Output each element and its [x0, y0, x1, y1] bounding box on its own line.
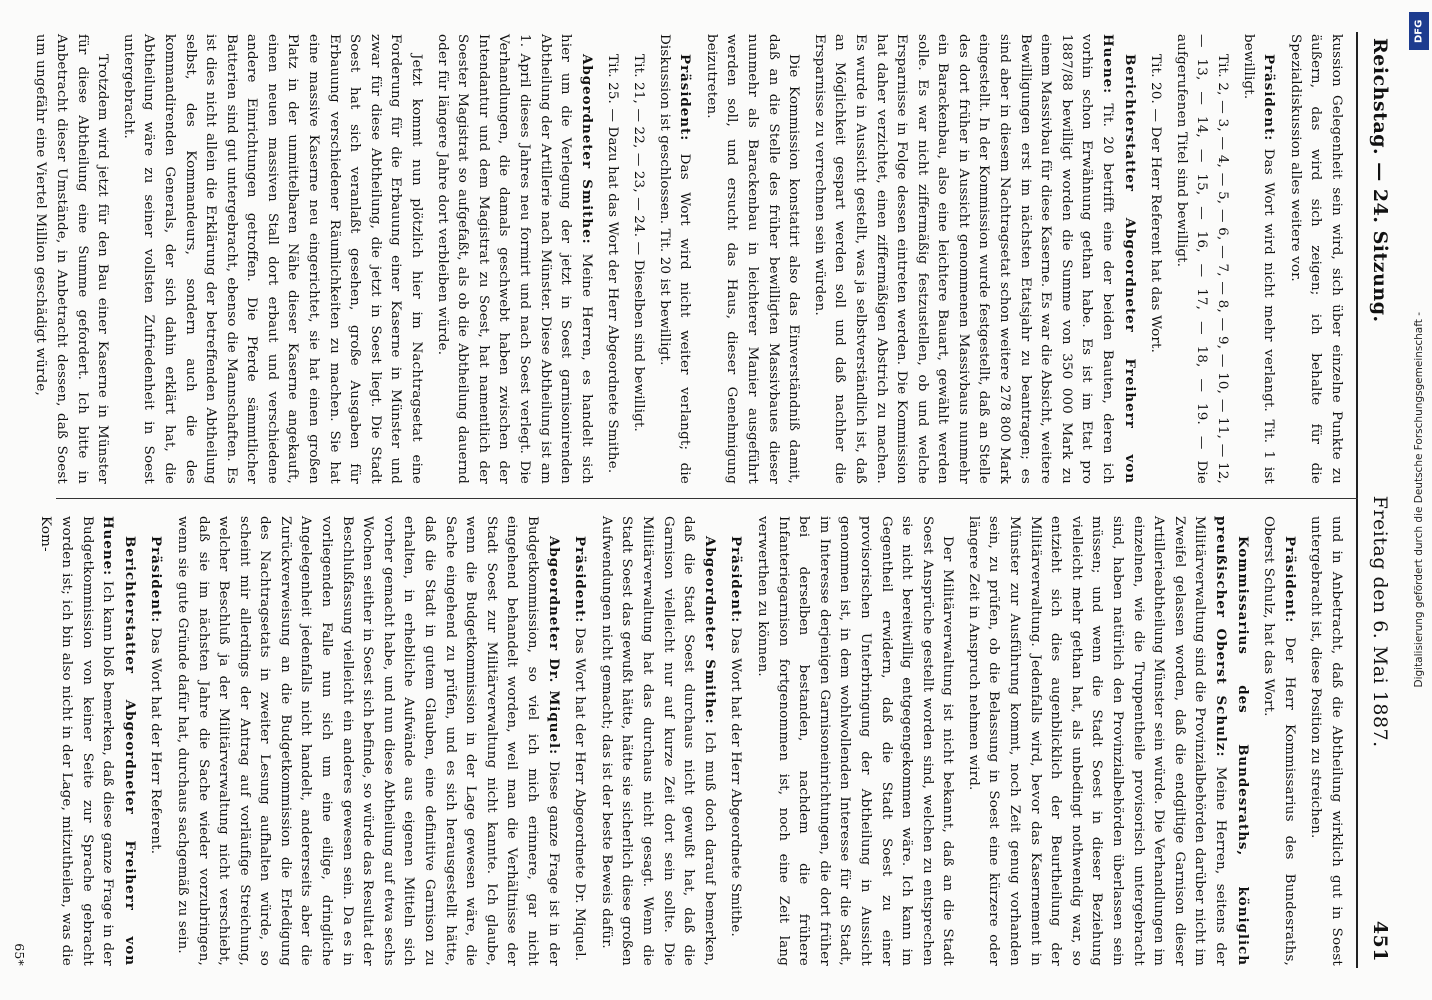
paragraph: [627, 34, 648, 484]
paragraph: [171, 516, 563, 966]
speaker-name: Präsident:: [1261, 54, 1278, 142]
paragraph-text: Der Militärverwaltung ist nicht bekannt, daß an die Stadt Soest Ansprüche gestellt worden sind, welchen zu entsprechen sie nicht bereitwillig entgegengekommen wäre. Ich kann im Gegentheil erwidern, daß die Stadt Soest zu einer provisorischen Unterbringung der Abtheilung in Aussicht genommen ist, in dem wohlwollenden Interesse für die Stadt, im Interesse derjenigen Garnisoneinrichtungen, die dort früher bei derselben bestanden, nachdem die frühere Infanteriegarnison fortgenommen ist, noch eine Zeit lang verwerthen zu können.: [754, 516, 956, 966]
dfg-sidebar: [1406, 0, 1432, 1000]
paragraph: [595, 516, 720, 966]
paragraph-text: Ich kann bloß bemerken, daß diese ganze Frage in der Budgetkommission von keiner Seite zur Sprache gebracht worden ist; ich bin also nicht in der Lage, mitzutheilen, was die Kom-: [38, 516, 116, 966]
paragraph: [700, 34, 803, 484]
paragraph: [1237, 34, 1279, 484]
paragraph-text: und in Anbetracht, daß die Abtheilung wirklich gut in Soest untergebracht ist, diese Position zu streichen.: [1308, 516, 1344, 966]
document-page: [11, 20, 1412, 980]
paragraph-text: Das Wort hat der Herr Abgeordnete Smithe.: [728, 627, 744, 937]
paragraph-text: Meine Herren, seitens der Militärverwaltung sind die Provinzialbehörden darüber nicht im Zweifel gelassen worden, daß die endgiltige Garnison dieser Artillerieabtheilung Münster sein würde. Die Verhandlungen im einzelnen, wie die Truppentheile provisorisch untergebracht sind, haben natürlich den Provinzialbehörden überlassen sein müssen; und wenn die Stadt Soest in dieser Beziehung vielleicht mehr gethan hat, als unbedingt nothwendig war, so entzieht sich dies augenblicklich der Beurtheilung der Militärverwaltung. Jedenfalls wird, bevor das Kasernement in Münster zur Ausführung kommt, noch Zeit genug vorhanden sein, zu prüfen, ob die Belassung in Soest eine kürzere oder längere Zeit in Anspruch nehmen wird.: [965, 516, 1229, 966]
page-header: [1362, 38, 1398, 962]
dfg-note: Digitalisierung gefördert durch die Deutsche Forschungsgemeinschaft -: [1413, 312, 1425, 688]
paragraph-text: Der Herr Kommissarius des Bundesraths, Oberst Schulz, hat das Wort.: [1261, 516, 1297, 966]
paragraph: [725, 516, 747, 966]
paragraph-text: Das Wort hat der Herr Referent.: [148, 627, 164, 855]
paragraph: [569, 516, 591, 966]
speaker-name: Abgeordneter Smithe:: [578, 54, 595, 245]
paragraph: [808, 34, 1140, 484]
page-number: 451: [1369, 920, 1391, 962]
speaker-name: Präsident:: [728, 536, 745, 624]
speaker-name: Berichterstatter Abgeordneter Freiherr von Huene:: [1100, 34, 1138, 484]
paragraph: [962, 516, 1252, 966]
speaker-name: Kommissarius des Bundesraths, königlich preußischer Oberst Schulz:: [1213, 516, 1251, 966]
paragraph: [431, 34, 597, 484]
paragraph-text: Diese ganze Frage ist in der Budgetkommission, so viel ich mich erinnere, gar nicht eingehend behandelt worden, weil man die Verhältnisse der Stadt Soest zur Militärverwaltung nicht kannte. Ich glaube, wenn die Budgetkommission in der Lage gewesen wäre, die Sache eingehend zu prüfen, und es sich herausgestellt hätte, daß die Stadt in gutem Glauben, eine definitive Garnison zu erhalten, in erhebliche Aufwände aus eigenen Mitteln sich vorher gemacht habe, und nun diese Abtheilung auf etwa sechs Wochen seither in Soest sich befinde, so würde das Resultat der Beschlußfassung vielleicht ein anderes gewesen sein. Da es in vorliegenden Falle nun sich um eine eilige, dringliche Angelegenheit jedenfalls nicht handelt, andererseits aber die Zurückverweisung an die Budgetkommission die Erledigung des Nachtragsetats in zweiter Lesung aufhalten würde, so scheint mir allerdings der Antrag auf vorläufige Streichung, welcher Beschluß ja der Militärverwaltung nicht verschiebt, daß sie im nächsten Jahre die Sache wieder vorzubringen, wenn sie gute Gründe dafür hat, durchaus sachgemäß zu sein.: [174, 516, 561, 966]
paragraph-text: Das Wort wird nicht weiter verlangt; die Diskussion ist geschlossen. Tit. 20 ist bewilligt.: [656, 34, 693, 484]
paragraph-text: kussion Gelegenheit sein wird, sich über einzelne Punkte zu äußern, das wird sich zeigen; ich behalte für die Spezialdiskussion alles weitere vor.: [1287, 34, 1344, 484]
speaker-name: Präsident:: [1281, 536, 1298, 624]
paragraph: [1145, 34, 1166, 484]
paragraph-text: Tit. 21, — 22, — 23, — 24. — Dieselben sind bewilligt.: [631, 54, 646, 433]
paragraph: [117, 34, 426, 484]
column-divider: [56, 498, 1358, 499]
left-column: [25, 34, 1346, 484]
paragraph: [1170, 34, 1232, 484]
paragraph-text: Tit. 20 betrifft eine der beiden Bauten, deren ich vorhin schon Erwähnung gethan habe. Es ist im Etat pro 1887/88 bewilligt worden die Summe von 350 000 Mark zu einem Massivbau für diese Kaserne. Es war die Absicht, weitere Bewilligungen erst im nächsten Etatsjahr zu beantragen; es sind aber in diesem Nachtragsetat schon weitere 278 800 Mark eingestellt. In der Kommission wurde festgestellt, daß an Stelle des dort früher in Aussicht genommenen Massivbaus nunmehr ein Barackenbau, also eine leichtere Bauart, gewählt werden solle. Es war nicht ziffermäßig festzustellen, ob und welche Ersparnisse in Folge dessen eintreten werden. Die Kommission hat daher verzichtet, einen ziffermäßigen Abstrich zu machen. Es wurde in Aussicht gestellt, was ja selbstverständlich ist, daß an Möglichkeit gespart werden soll und daß nachher die Ersparnisse zu verrechnen sein würden.: [811, 34, 1116, 484]
paragraph-text: Jetzt kommt nun plötzlich hier im Nachtragsetat eine Forderung für die Erbauung einer Kaserne in Münster und zwar für diese Abtheilung, die jetzt in Soest liegt. Die Stadt Soest hat sich veranlaßt gesehen, große Ausgaben für Erbauung verschiedener Räumlichkeiten zu machen. Sie hat eine massive Kaserne neu eingerichtet, sie hat einen großen Platz in der unmittelbaren Nähe dieser Kaserne angekauft, einen neuen massiven Stall dort erbaut und verschiedene andere Einrichtungen getroffen. Die Pferde sämmtlicher Batterien sind gut untergebracht, ebenso die Mannschaften. Es ist dies nicht allein die Erklärung der betreffenden Abtheilung selbst, des Kommandeurs, sondern auch die des kommandirenden Generals, der sich dahin erklärt hat, die Abtheilung wäre zu seiner vollsten Zufriedenheit in Soest untergebracht.: [120, 34, 425, 484]
paragraph: [1305, 516, 1346, 966]
paragraph: [602, 34, 623, 484]
paragraph: [145, 516, 167, 966]
dfg-logo: DFG: [1409, 12, 1429, 50]
paragraph-text: Tit. 20. — Der Herr Referent hat das Wort.: [1148, 54, 1164, 354]
header-rule: [1356, 32, 1358, 968]
header-session: Reichstag. — 24. Sitzung.: [1369, 38, 1391, 323]
paragraph: [1284, 34, 1346, 484]
paragraph-text: Das Wort wird nicht mehr verlangt. Tit. 1 ist bewilligt.: [1240, 34, 1277, 484]
right-column: [8, 516, 1346, 966]
signature-mark: 65*: [11, 943, 27, 966]
paragraph-text: Ich muß doch darauf bemerken, daß die Stadt Soest durchaus nicht gewußt hat, daß die Garnison vielleicht nur auf kurze Zeit dort sein sollte. Die Militärverwaltung hat das durchaus nicht gesagt. Wenn die Stadt Soest das gewußt hätte, hätte sie sicherlich diese großen Aufwendungen nicht gemacht; das ist der beste Beweis dafür.: [598, 516, 717, 966]
speaker-name: Präsident:: [148, 536, 165, 624]
speaker-name: Präsident:: [677, 54, 694, 142]
paragraph-text: Tit. 2, — 3, — 4, — 5, — 6, — 7, — 8, — 9, — 10, — 11, — 12, — 13, — 14, — 15, — 16, — 17, — 18, — 19. — Die aufgerufenen Titel sind bewilligt.: [1173, 34, 1231, 484]
speaker-name: Abgeordneter Dr. Miquel:: [545, 536, 562, 756]
paragraph-text: Die Kommission konstatirt also das Einverständniß damit, daß an die Stelle des früher bewilligten Massivbaues dieser nunmehr als Barackenbau in leichterer Manier ausgeführt werden soll, und ersucht das Haus, dieser Genehmigung beizutreten.: [703, 34, 802, 484]
paragraph: [653, 34, 695, 484]
speaker-name: Berichterstatter Abgeordneter Freiherr von Huene:: [100, 516, 138, 966]
speaker-name: Abgeordneter Smithe:: [701, 536, 718, 725]
paragraph-text: Meine Herren, es handelt sich hier um die Verlegung der jetzt in Soest garnisonirenden Abtheilung der Artillerie nach Münster. Diese Abtheilung ist am 1. April dieses Jahres neu formirt und nach Soest verlegt. Die Verhandlungen, die damals geschwebt haben zwischen der Intendantur und dem Magistrat zu Soest, hat namentlich der Soester Magistrat so aufgefaßt, als ob die Abtheilung dauernd oder für längere Jahre dort verbleiben würde.: [434, 34, 594, 484]
paragraph: [1258, 516, 1300, 966]
header-date: Freitag den 6. Mai 1887.: [1369, 495, 1391, 748]
speaker-name: Präsident:: [572, 536, 589, 624]
paragraph-text: Trotzdem wird jetzt für den Bau einer Kaserne in Münster für diese Abtheilung eine Summe gefordert. Ich bitte in Anbetracht dieser Umstände, in Anbetracht dessen, daß Soest um ungefähr eine Viertel Million geschädigt würde,: [33, 34, 111, 484]
paragraph: [30, 34, 112, 484]
paragraph-text: Das Wort hat der Herr Abgeordnete Dr. Miquel.: [572, 627, 588, 962]
paragraph-text: Tit. 25. — Dazu hat das Wort der Herr Abgeordnete Smithe.: [605, 54, 621, 474]
paragraph: [751, 516, 957, 966]
paragraph: [35, 516, 140, 966]
